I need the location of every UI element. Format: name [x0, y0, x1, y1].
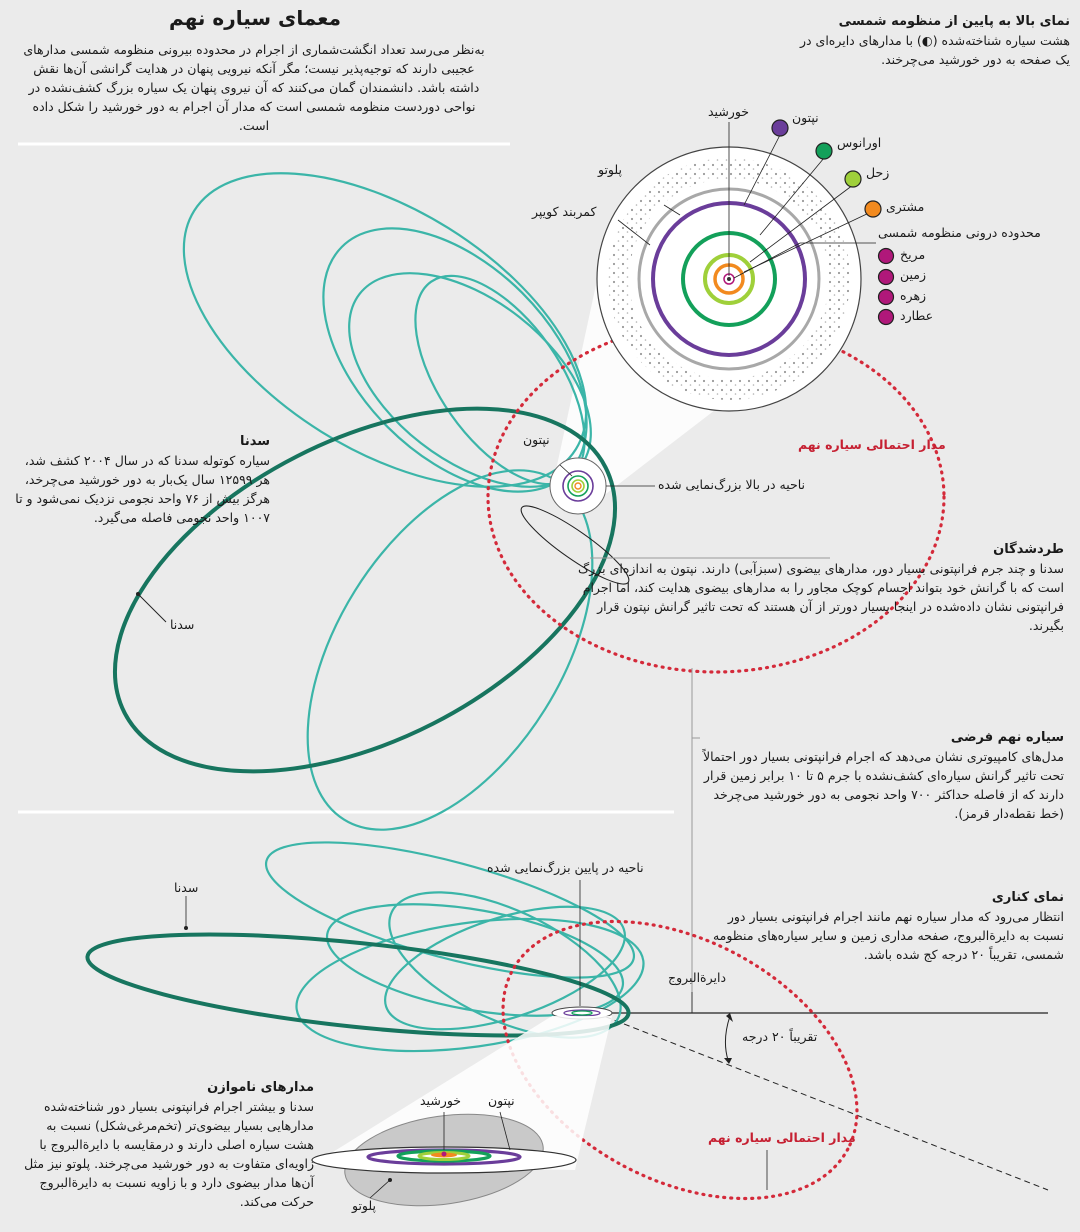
side-view-text: انتظار می‌رود که مدار سیاره نهم مانند اجرام فرانپتونی بسیار دور نسبت به دایرةالبروج، صفحه مداری زمین و سایر سیاره‌های منظومه شمسی، تقریباً ۲۰ درجه کج شده باشد. — [712, 909, 1064, 962]
label-uranus: اورانوس — [837, 135, 882, 150]
tilted-line — [596, 1013, 1048, 1190]
misaligned-block — [14, 1078, 314, 1211]
shepherds-block — [570, 540, 1064, 635]
sedna-pointer — [138, 594, 166, 622]
sun-dot — [727, 277, 731, 281]
sedna-block — [14, 432, 270, 527]
label-saturn: زحل — [866, 165, 890, 180]
planet9-text: مدل‌های کامپیوتری نشان می‌دهد که اجرام فرانپتونی بسیار دور احتمالاً تحت تاثیر گرانش سیاره‌ای کشف‌نشده با جرم ۵ تا ۱۰ برابر زمین قرار دارند که از فاصله حداکثر ۷۰۰ واحد نجومی به دور خورشید می‌چرخد (خط نقطه‌دار قرمز). — [702, 749, 1064, 821]
label-zoom-region-bottom: ناحیه در پایین بزرگ‌نمایی شده — [487, 860, 644, 875]
sedna-heading: سدنا — [239, 434, 270, 449]
label-sun: خورشید — [708, 104, 750, 119]
label-mars: مریخ — [900, 247, 926, 262]
sedna-text: سیاره کوتوله سدنا که در سال ۲۰۰۴ کشف شد، هر ۱۲۵۹۹ سال یک‌بار به دور خورشید می‌چرخد، هرگز بیش از ۷۶ واحد نجومی نزدیک نمی‌شود و تا ۱۰۰۷ واحد نجومی فاصله می‌گیرد. — [15, 453, 270, 525]
shepherds-text: سدنا و چند جرم فرانپتونی بسیار دور، مدارهای بیضوی (سبزآبی) دارند. نپتون به اندازه‌ای بزرگ است که با گرانش خود بتواند اجسام کوچک مجاور را به مدارهای بیضوی هدایت کند، اما اجرام فرانپتونی نشان داده‌شده در اینجا بسیار دورتر از آن هستند که تحت تاثیر گرانش نپتون قرار بگیرند. — [578, 561, 1064, 633]
planet9-block — [700, 728, 1064, 823]
earth-icon — [879, 270, 894, 285]
jupiter-icon — [865, 201, 881, 217]
side-view-heading: نمای کناری — [991, 890, 1064, 905]
label-earth: زمین — [900, 267, 927, 282]
angle-arc — [725, 1016, 730, 1060]
label-neptune: نپتون — [792, 110, 819, 125]
label-kuiper-belt: کمربند کویپر — [532, 204, 597, 219]
label-pluto-side: پلوتو — [352, 1198, 377, 1213]
label-mercury: عطارد — [900, 308, 934, 323]
planet9-heading: سیاره نهم فرضی — [950, 730, 1064, 745]
misaligned-text: سدنا و بیشتر اجرام فرانپتونی بسیار دور شناخته‌شده مدارهایی بسیار بیضوی‌تر (تخم‌مرغی‌شکل) نسبت به هشت سیاره اصلی دارند و درمقایسه با دایرةالبروج با زاویه‌ای متفاوت به دور خورشید می‌چرخند. پلوتو نیز مثل آن‌ها مدار بیضوی دارد و با زاویه نسبت به دایرةالبروج حرکت می‌کند. — [24, 1099, 314, 1209]
neptune-icon — [772, 120, 788, 136]
label-neptune-side: نپتون — [488, 1093, 515, 1108]
label-planet9-orbit-side: مدار احتمالی سیاره نهم — [708, 1130, 856, 1145]
mini-solar-system — [550, 458, 606, 514]
label-zoom-region-top: ناحیه در بالا بزرگ‌نمایی شده — [658, 477, 805, 492]
label-sedna-top: سدنا — [170, 617, 195, 632]
label-angle: تقریباً ۲۰ درجه — [742, 1029, 818, 1044]
label-inner-solar-system: محدوده درونی منظومه شمسی — [878, 225, 1041, 240]
top-view-text: هشت سیاره شناخته‌شده (◐) با مدارهای دایره‌ای در یک صفحه به دور خورشید می‌چرخند. — [799, 33, 1070, 67]
venus-icon — [879, 290, 894, 305]
page-title: معمای سیاره نهم — [169, 6, 341, 30]
top-view-block — [790, 12, 1070, 69]
sedna-marker — [136, 592, 140, 596]
side-view-block — [700, 888, 1064, 964]
mars-icon — [879, 249, 894, 264]
label-neptune-mini: نپتون — [523, 432, 550, 447]
label-sun-side: خورشید — [420, 1093, 462, 1108]
misaligned-heading: مدارهای ناموازن — [207, 1080, 314, 1095]
label-venus: زهره — [900, 288, 927, 303]
uranus-icon — [816, 143, 832, 159]
intro-text: به‌نظر می‌رسد تعداد انگشت‌شماری از اجرام در محدوده بیرونی منظومه شمسی مدارهای عجیبی دارند که توجیه‌پذیر نیست؛ مگر آنکه نیرویی پنهان در هدایت گرانشی آن‌ها نقش داشته باشد. دانشمندان گمان می‌کنند که آن نیروی پنهان یک سیاره بزرگ کشف‌نشده در نواحی دوردست منظومه شمسی است که مدار آن اجرام به دور خورشید را شکل داده است. — [23, 42, 485, 133]
label-sedna-side: سدنا — [174, 880, 199, 895]
label-jupiter: مشتری — [886, 199, 925, 214]
mercury-icon — [879, 310, 894, 325]
saturn-icon — [845, 171, 861, 187]
label-ecliptic: دایرةالبروج — [668, 970, 727, 985]
shepherds-heading: طردشدگان — [993, 542, 1064, 557]
label-pluto: پلوتو — [598, 162, 623, 177]
label-planet9-orbit-top: مدار احتمالی سیاره نهم — [798, 437, 946, 452]
top-view-heading: نمای بالا به پایین از منظومه شمسی — [838, 14, 1070, 29]
